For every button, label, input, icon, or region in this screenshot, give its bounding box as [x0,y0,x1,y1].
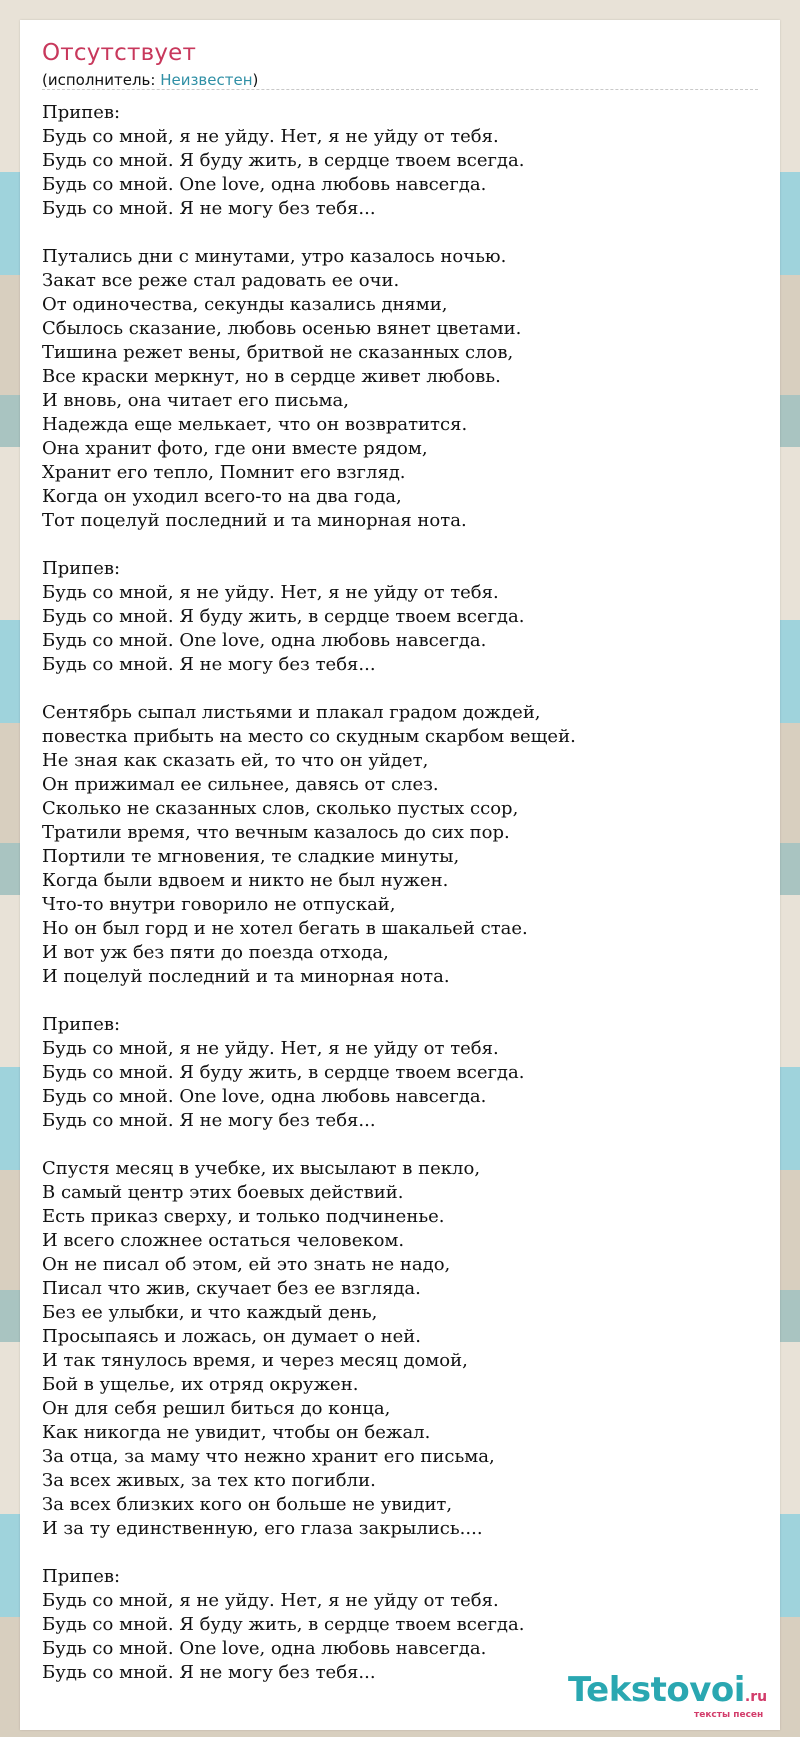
artist-link[interactable]: Неизвестен [160,71,253,89]
logo-text: Tekstovoi [568,1670,745,1710]
site-logo[interactable] [568,1670,768,1720]
logo-tld: .ru [744,1689,768,1705]
artist-prefix: (исполнитель: [42,71,161,89]
lyrics-text: Припев: Будь со мной, я не уйду. Нет, я не уйду от тебя. Будь со мной. Я буду жить, в сердце твоем всегда. Будь со мной. One love, одна любовь навсегда. Будь со мной. Я не могу без тебя... Путались дни с минутами, утро казалось ночью. Закат все реже стал радовать ее очи. От одиночества, секунды казались днями, Сбылось сказание, любовь осенью вянет цветами. Тишина режет вены, бритвой не сказанных слов, Все краски меркнут, но в сердце живет любовь. И вновь, она читает его письма, Надежда еще мелькает, что он возвратится. Она хранит фото, где они вместе рядом, Хранит его тепло, Помнит его взгляд. Когда он уходил всего-то на два года, Тот поцелуй последний и та минорная нота. Припев: Будь со мной, я не уйду. Нет, я не уйду от тебя. Будь со мной. Я буду жить, в сердце твоем всегда. Будь со мной. One love, одна любовь навсегда. Будь со мной. Я не могу без тебя... Сентябрь сыпал листьями и плакал градом дождей, повестка прибыть на место со скудным скарбом вещей. Не зная как сказать ей, то что он уйдет, Он прижимал ее сильнее, давясь от слез. Сколько не сказанных слов, сколько пустых ссор, Тратили время, что вечным казалось до сих пор. Портили те мгновения, те сладкие минуты, Когда были вдвоем и никто не был нужен. Что-то внутри говорило не отпускай, Но он был горд и не хотел бегать в шакальей стае. И вот уж без пяти до поезда отхода, И поцелуй последний и та минорная нота. Припев: Будь со мной, я не уйду. Нет, я не уйду от тебя. Будь со мной. Я буду жить, в сердце твоем всегда. Будь со мной. One love, одна любовь навсегда. Будь со мной. Я не могу без тебя... Спустя месяц в учебке, их высылают в пекло, В самый центр этих боевых действий. Есть приказ сверху, и только подчиненье. И всего сложнее остаться человеком. Он не писал об этом, ей это знать не надо, Писал что жив, скучает без ее взгляда. Без ее улыбки, и что каждый день, Просыпаясь и ложась, он думает о ней. И так тянулось время, и через месяц домой, Бой в ущелье, их отряд окружен. Он для себя решил биться до конца, Как никогда не увидит, чтобы он бежал. За отца, за маму что нежно хранит его письма, За всех живых, за тех кто погибли. За всех близких кого он больше не увидит, И за ту единственную, его глаза закрылись.... Припев: Будь со мной, я не уйду. Нет, я не уйду от тебя. Будь со мной. Я буду жить, в сердце твоем всегда. Будь со мной. One love, одна любовь навсегда. Будь со мной. Я не могу без тебя... [42,102,576,1683]
song-title: Отсутствует [42,40,197,66]
logo-tagline: тексты песен [694,1710,764,1720]
header-divider [42,89,758,90]
artist-suffix: ) [252,71,259,89]
artist-line [42,71,258,89]
